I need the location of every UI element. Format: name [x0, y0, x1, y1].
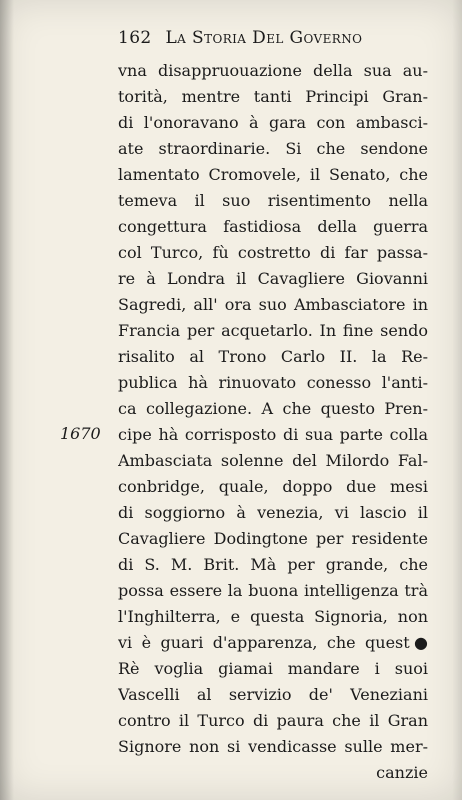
text-line: lamentato Cromovele, il Senato, che — [118, 165, 428, 184]
text-line: congettura fastidiosa della guerra — [118, 217, 428, 236]
text-line: possa essere la buona intelligenza trà — [118, 581, 428, 600]
text-line: torità, mentre tanti Principi Gran- — [118, 87, 428, 106]
page-edge — [452, 0, 462, 800]
margin-year-note: 1670 — [60, 424, 101, 443]
text-line: Cavagliere Dodingtone per residente — [118, 529, 428, 548]
text-line: vna disappruouazione della sua au- — [118, 61, 428, 80]
running-header — [118, 28, 423, 48]
body-text — [118, 58, 428, 786]
page-number: 162 — [118, 28, 152, 48]
text-line: cipe hà corrisposto di sua parte colla — [118, 425, 428, 444]
text-line: Signore non si vendicasse sulle mer- — [118, 737, 428, 756]
text-line: publica hà rinuovato conesso l'anti- — [118, 373, 428, 392]
text-line: Sagredi, all' ora suo Ambasciatore in — [118, 295, 428, 314]
text-line: di S. M. Brit. Mà per grande, che — [118, 555, 428, 574]
text-line: re à Londra il Cavagliere Giovanni — [118, 269, 428, 288]
running-title: La Storia Del Governo — [165, 28, 363, 48]
text-line: ate straordinarie. Si che sendone — [118, 139, 428, 158]
text-line: Ambasciata solenne del Milordo Fal- — [118, 451, 428, 470]
text-line: risalito al Trono Carlo II. la Re- — [118, 347, 428, 366]
catchword: canzie — [376, 763, 428, 782]
text-line: temeva il suo risentimento nella — [118, 191, 428, 210]
text-line: ca collegazione. A che questo Pren- — [118, 399, 428, 418]
text-line: di l'onoravano à gara con ambasci- — [118, 113, 428, 132]
gutter-shadow — [0, 0, 14, 800]
text-line: Rè voglia giamai mandare i suoi — [118, 659, 428, 678]
text-line: conbridge, quale, doppo due mesi — [118, 477, 428, 496]
text-line: col Turco, fù costretto di far passa- — [118, 243, 428, 262]
text-line: vi è guari d'apparenza, che quest● — [118, 633, 428, 652]
text-line: Vascelli al servizio de' Veneziani — [118, 685, 428, 704]
text-line: l'Inghilterra, e questa Signoria, non — [118, 607, 428, 626]
text-line: contro il Turco di paura che il Gran — [118, 711, 428, 730]
text-line: Francia per acquetarlo. In fine sendo — [118, 321, 428, 340]
text-line: di soggiorno à venezia, vi lascio il — [118, 503, 428, 522]
